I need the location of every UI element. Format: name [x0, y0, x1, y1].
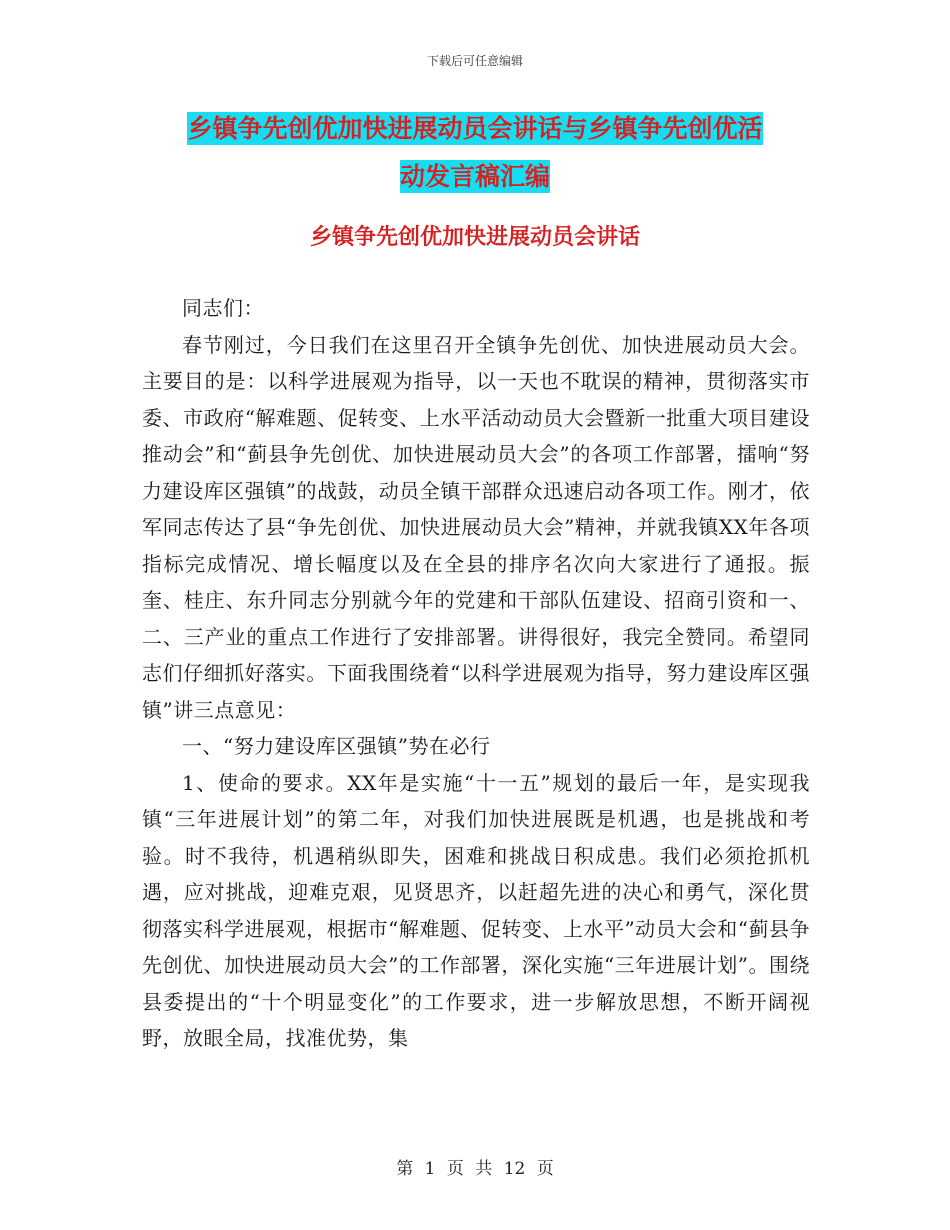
document-title	[150, 105, 800, 201]
page-footer: 第 1 页 共 12 页	[396, 1159, 554, 1179]
section-title: 乡镇争先创优加快进展动员会讲话	[309, 225, 640, 250]
paragraph-point-1: 1、使命的要求。XX年是实施“十一五”规划的最后一年，是实现我镇“三年进展计划”的第二年，对我们加快进展既是机遇，也是挑战和考验。时不我待，机遇稍纵即失，困难和挑战日积成患。我们必须抢抓机遇，应对挑战，迎难克艰，见贤思齐，以赶超先进的决心和勇气，深化贯彻落实科学进展观，根据市“解难题、促转变、上水平”动员大会和“蓟县争先创优、加快进展动员大会”的工作部署，深化实施“三年进展计划”。围绕县委提出的“十个明显变化”的工作要求，进一步解放思想，不断开阔视野，放眼全局，找准优势，集	[142, 770, 810, 1050]
document-title-line-1: 乡镇争先创优加快进展动员会讲话与乡镇争先创优活	[187, 114, 763, 143]
page-header-note: 下载后可任意编辑	[426, 54, 523, 68]
paragraph-intro: 春节刚过，今日我们在这里召开全镇争先创优、加快进展动员大会。主要目的是：以科学进展观为指导，以一天也不耽误的精神，贯彻落实市委、市政府“解难题、促转变、上水平活动动员大会暨新一批重大项目建设推动会”和“蓟县争先创优、加快进展动员大会”的各项工作部署，擂响“努力建设库区强镇”的战鼓，动员全镇干部群众迅速启动各项工作。刚才，依军同志传达了县“争先创优、加快进展动员大会”精神，并就我镇XX年各项指标完成情况、增长幅度以及在全县的排序名次向大家进行了通报。振奎、桂庄、东升同志分别就今年的党建和干部队伍建设、招商引资和一、二、三产业的重点工作进行了安排部署。讲得很好，我完全赞同。希望同志们仔细抓好落实。下面我围绕着“以科学进展观为指导，努力建设库区强镇”讲三点意见：	[142, 332, 810, 722]
document-title-line-2: 动发言稿汇编	[399, 162, 550, 191]
body-text	[142, 290, 810, 1057]
paragraph-salutation: 同志们：	[182, 296, 264, 320]
paragraph-heading-1: 一、“努力建设库区强镇”势在必行	[182, 734, 491, 758]
